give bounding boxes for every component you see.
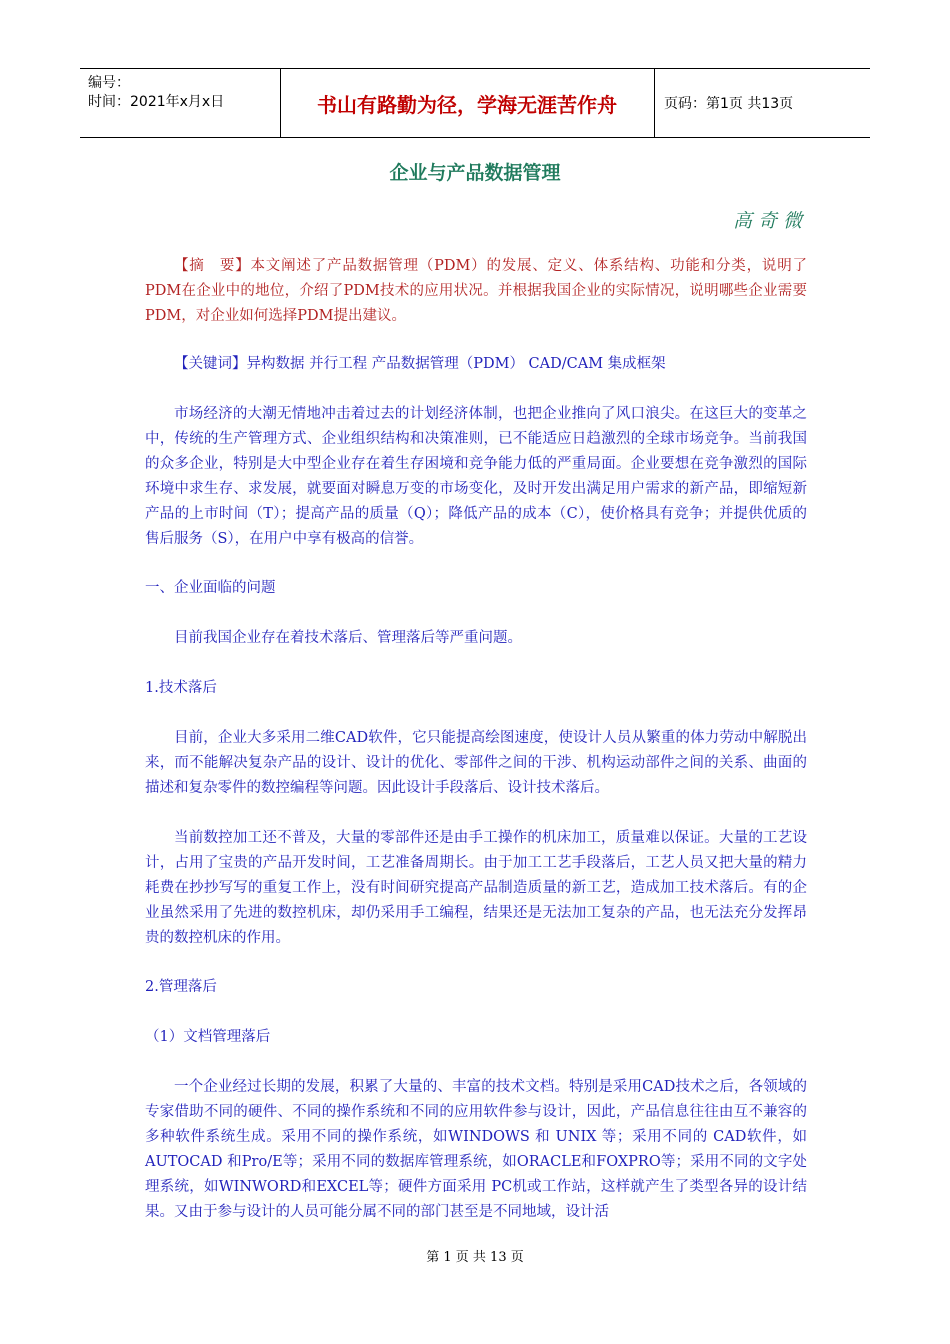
section-1-intro: 目前我国企业存在着技术落后、管理落后等严重问题。 — [174, 630, 522, 646]
subsection-2-paragraph-1: 一个企业经过长期的发展，积累了大量的、丰富的技术文档。特别是采用CAD技术之后，各领域的专家借助不同的硬件、不同的操作系统和不同的应用软件参与设计，因此，产品信息往往由互不兼容的多种软件系统生成。采用不同的操作系统，如WINDOWS 和 UNIX 等；采用不同的 CAD软件，如AUTOCAD 和Pro/E等；采用不同的数据库管理系统，如ORACLE和FOXPRO等；采用不同的文字处理系统，如WINWORD和EXCEL等；硬件方面采用 PC机或工作站，这样就产生了类型各异的设计结果。又由于参与设计的人员可能分属不同的部门甚至是不同地域，设计活 — [145, 1079, 807, 1220]
subsection-1-paragraph-2: 当前数控加工还不普及，大量的零部件还是由手工操作的机床加工，质量难以保证。大量的工艺设计，占用了宝贵的产品开发时间，工艺准备周期长。由于加工工艺手段落后，工艺人员又把大量的精力耗费在抄抄写写的重复工作上，没有时间研究提高产品制造质量的新工艺，造成加工技术落后。有的企业虽然采用了先进的数控机床，却仍采用手工编程，结果还是无法加工复杂的产品，也无法充分发挥昂贵的数控机床的作用。 — [145, 830, 807, 946]
date-label: 时间：2021年x月x日 — [88, 94, 225, 110]
document-title: 企业与产品数据管理 — [389, 162, 561, 184]
page-footer: 第 1 页 共 13 页 — [426, 1250, 524, 1265]
page-header — [80, 68, 870, 138]
keywords-paragraph: 【关键词】异构数据 并行工程 产品数据管理（PDM） CAD/CAM 集成框架 — [174, 356, 666, 372]
subsection-2-item-heading: （1）文档管理落后 — [145, 1029, 271, 1045]
subsection-1-paragraph-1: 目前，企业大多采用二维CAD软件，它只能提高绘图速度，使设计人员从繁重的体力劳动中解脱出来，而不能解决复杂产品的设计、设计的优化、零部件之间的干涉、机构运动部件之间的关系、曲面的描述和复杂零件的数控编程等问题。因此设计手段落后、设计技术落后。 — [145, 730, 807, 796]
subsection-heading-1: 1.技术落后 — [145, 680, 217, 696]
abstract-paragraph: 【摘 要】本文阐述了产品数据管理（PDM）的发展、定义、体系结构、功能和分类，说明了PDM在企业中的地位，介绍了PDM技术的应用状况。并根据我国企业的实际情况，说明哪些企业需要PDM，对企业如何选择PDM提出建议。 — [145, 258, 807, 324]
section-heading-1: 一、企业面临的问题 — [145, 580, 276, 596]
subsection-heading-2: 2.管理落后 — [145, 979, 217, 995]
header-motto: 书山有路勤为径，学海无涯苦作舟 — [280, 69, 655, 137]
header-meta-cell — [80, 69, 281, 137]
document-author: 高奇微 — [732, 210, 808, 232]
intro-paragraph: 市场经济的大潮无情地冲击着过去的计划经济体制，也把企业推向了风口浪尖。在这巨大的变革之中，传统的生产管理方式、企业组织结构和决策准则，已不能适应日趋激烈的全球市场竞争。当前我国的众多企业，特别是大中型企业存在着生存困境和竞争能力低的严重局面。企业要想在竞争激烈的国际环境中求生存、求发展，就要面对瞬息万变的市场变化，及时开发出满足用户需求的新产品，即缩短新产品的上市时间（T）；提高产品的质量（Q）；降低产品的成本（C），使价格具有竞争；并提供优质的售后服务（S），在用户中享有极高的信誉。 — [145, 406, 807, 547]
number-label: 编号： — [88, 75, 130, 91]
header-page-info: 页码：第1页 共13页 — [664, 96, 794, 112]
